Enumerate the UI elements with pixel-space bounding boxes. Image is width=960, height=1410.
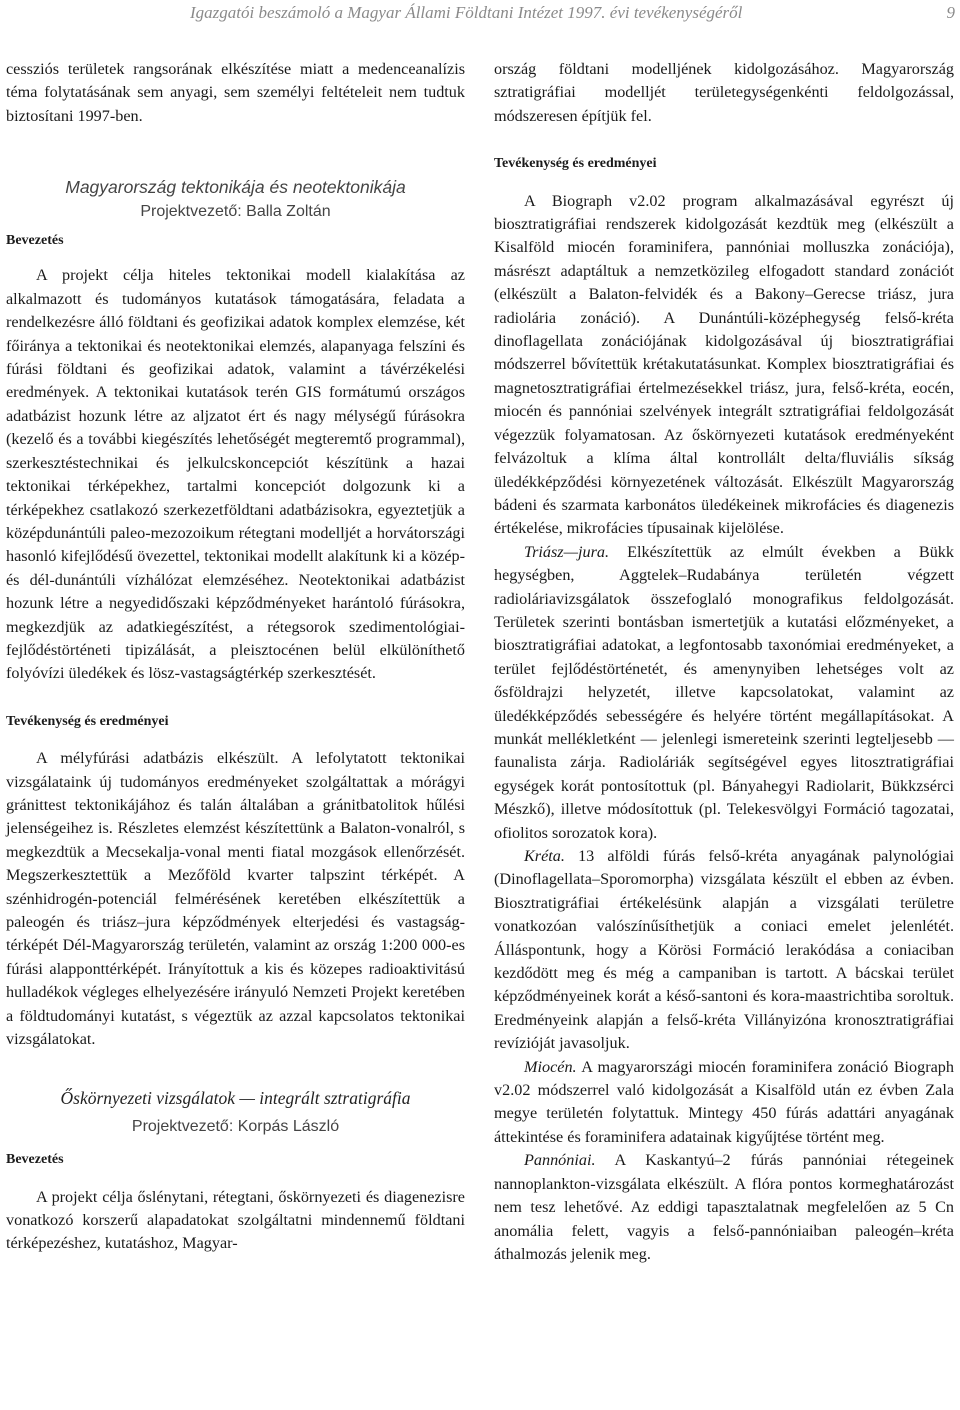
subhead-results-right: Tevékenység és eredményei: [494, 156, 657, 172]
subhead-introduction-2: Bevezetés: [6, 1152, 64, 1168]
section-title-paleoenvironment: Őskörnyezeti vizsgálatok — integrált sztratigráfia: [60, 1088, 411, 1109]
left-column: [6, 58, 465, 1256]
intro-paragraph: cessziós területek rangsorának elkészítése miatt a medenceanalízis téma folytatásának sem anyagi, sem személyi feltételeit nem tudtuk biztosítani 1997-ben.: [6, 60, 465, 125]
miocene-paragraph: [494, 1056, 954, 1150]
section-title-tectonics: Magyarország tektonikája és neotektonikája: [65, 177, 406, 198]
tectonics-results-paragraph: A mélyfúrási adatbázis elkészült. A lefolytatott tektonikai vizsgálataink új tudományos eredményeket szolgáltattak a mórágyi gránittest tektonikájához és talán általában a gránitbatolitok hűlési jelenségeihez is. Részletes elemzést készítettünk a Balaton-vonalról, s megkezdtük a Mecsekalja-vonal menti fiatal mozgások ellenőrzését. Megszerkesztettük a Mezőföld kvarter talpszint térképét. A szénhidrogén-potenciál felmérésének keretében elkészítettük a paleogén és triász–jura képződmények elterjedési és vastagság-térképét Dél-Magyarország területén, valamint az ország 1:200 000-es fúrási alapponttérképét. Irányítottuk a kis és közepes radioaktivitású hulladékok végleges elhelyezésére irányuló Nemzeti Projekt keretében a földtudományi kutatást, s végeztük az azzal kapcsolatos tektonikai vizsgálatokat.: [6, 749, 465, 1049]
subhead-introduction: Bevezetés: [6, 233, 64, 249]
pannonian-lead: Pannóniai.: [524, 1151, 596, 1170]
triassic-jurassic-paragraph: [494, 541, 954, 845]
tectonics-intro-paragraph: A projekt célja hiteles tektonikai modell kialakítása az alkalmazott és tudományos kutatások támogatására, feladata a rendelkezésre álló földtani és geofizikai adatok komplex elemzése, két főiránya a tektonikai és neotektonikai elemzés, alapanyaga felszíni és fúrási földtani és geofizikai adatok, valamint a távérzékelési eredmények. A tektonikai kutatások terén GIS formátumú országos adatbázist hozunk létre az aljzatot ért és nagy mélységű fúrásokra (kezelő és a további kiegészítés lehetőségét megteremtő programmal), szerkesztéstechnikai és jelkulcskoncepciót készítünk a hazai tektonikai térképekhez, tartalmi koncepciót dolgozunk ki a térképekhez csatlakozó szerkezetföldtani adatbázisokra, egyeztetjük a középdunántúli paleo-mezozoikum rétegtani modelljét a horvátországi hasonló kifejlődésű övezettel, tektonikai modellt alakítunk ki a közép- és dél-dunántúli vízhálózat elemzéséhez. Neotektonikai adatbázist hozunk létre a negyedidőszaki képződményeket harántoló fúrásokra, megkezdjük az adatkiegészítést, a rétegsorok szedimentológiai-fejlődéstörténeti tipizálását, a pleisztocénen belül elkülöníthető folyóvízi üledékek és lösz-vastagságtérkép szerkesztését.: [6, 266, 465, 683]
cretaceous-body: 13 alföldi fúrás felső-kréta anyagának palynológiai (Dinoflagellata–Sporomorpha) vizsgálata készült el ebben az évben. Biosztratigráfiai értékelésünk alapján a vizsgálati területre vonatkozóan valószínűsíthetjük a coniaci emelet jelenlétét. Álláspontunk, hogy a Körösi Formáció lerakódása a coniaciban kezdődött meg és még a campaniban is tartott. A bácskai terület képződményeinek korát a késő-santoni és kora-maastrichtiba soroltuk. Eredményeink alapján a felső-kréta Villányizóna kronosztratigráfiai revízióját javasoljuk.: [494, 847, 954, 1053]
pannonian-body: A Kaskantyú–2 fúrás pannóniai rétegeinek nannoplankton-vizsgálata elkészült. A flóra pontos kormeghatározást nem tesz lehetővé. Az eddigi tapasztalatnak megfelelően az 5 Cn anomália felett, vagyis a felső-pannóniaiban paleogén–kréta áthalmozás jelenik meg.: [494, 1151, 954, 1263]
running-header: [0, 0, 960, 38]
section-lead-paleoenvironment: Projektvezető: Korpás László: [131, 1117, 340, 1135]
page-number: 9: [946, 3, 955, 22]
cretaceous-lead: Kréta.: [524, 847, 565, 865]
running-header-title: Igazgatói beszámoló a Magyar Állami Földtani Intézet 1997. évi tevékenységéről: [190, 3, 743, 22]
biostratigraphy-paragraph: A Biograph v2.02 program alkalmazásával egyrészt új biosztratigráfiai rendszerek kidolgozását kezdtük meg (elkészült a Kisalföld miocén foraminifera, pannóniai molluszka zonációja), másrészt adaptáltuk a nemzetközileg elfogadott standard zonációt (elkészült a Balaton-felvidék és a Bakony–Gerecse triász, jura radiolária zonáció). A Dunántúli-középhegység felső-kréta dinoflagellata zonációjának kidolgozásával új biosztratigráfiai módszerrel bővítettük krétakutatásunkat. Komplex biosztratigráfiai és magnetosztratigráfiai értelmezésekkel triász, jura, felső-kréta, eocén, miocén és pannóniai szelvények integrált sztratigráfiai feldolgozását végezzük folyamatosan. Az őskörnyezeti kutatások eredményeként felvázoltuk a klíma által kontrollált delta/fluviális síkság üledékképződési környezetének változását. Elkészült Magyarország bádeni és szarmata karbonátos üledékeinek mikrofácies és diagenezis értékelése, mikrofácies típusainak kijelölése.: [494, 191, 954, 538]
right-column: [494, 58, 954, 1266]
paleoenvironment-intro-paragraph: A projekt célja őslénytani, rétegtani, őskörnyezeti és diagenezisre vonatkozó korszerű alapadatokat szolgáltatni mindennemű földtani térképezéshez, kutatáshoz, Magyar-: [6, 1187, 465, 1253]
continuation-paragraph: ország földtani modelljének kidolgozásához. Magyarország sztratigráfiai modelljét területegységenkénti feldolgozással, módszeresen építjük fel.: [494, 60, 954, 125]
triassic-jurassic-body: Elkészítettük az elmúlt években a Bükk hegységben, Aggtelek–Rudabánya területén végzett radioláriavizsgálatok összefoglaló monografikus feldolgozását. Területek szerinti bontásban ismertetjük a kutatási előzményeket, a biosztratigráfiai adatokat, a legfontosabb taxonómiai eredményeket, a terület fejlődéstörténetét, és amenynyiben lehetséges volt az ősföldrajzi helyzetét, illetve kapcsolatokat, valamint az üledékképződés sebességére és helyére történt megállapításokat. A munkát mellékletként — jelenlegi ismereteink szerinti legteljesebb — faunalista zárja. Radioláriák segítségével egyes litosztratigráfiai egységek korát pontosítottuk (pl. Bányahegyi Radiolarit, Bükkzsérci Mészkő), illetve módosítottuk (pl. Telekesvölgyi Formáció tagozatai, ofiolitos sorozatok kora).: [494, 542, 954, 842]
subhead-results: Tevékenység és eredményei: [6, 713, 169, 729]
pannonian-paragraph: [494, 1149, 954, 1266]
cretaceous-paragraph: [494, 845, 954, 1056]
triassic-jurassic-lead: Triász—jura.: [524, 542, 610, 561]
section-lead-tectonics: Projektvezető: Balla Zoltán: [140, 202, 331, 220]
miocene-body: A magyarországi miocén foraminifera zonáció Biograph v2.02 módszerrel való kidolgozását a Kisalföld után ez évben Zala megye területén folytattuk. Mintegy 450 fúrás adattári anyagának áttekintése és foraminifera adatainak kigyűjtése történt meg.: [494, 1057, 954, 1146]
miocene-lead: Miocén.: [524, 1057, 577, 1076]
